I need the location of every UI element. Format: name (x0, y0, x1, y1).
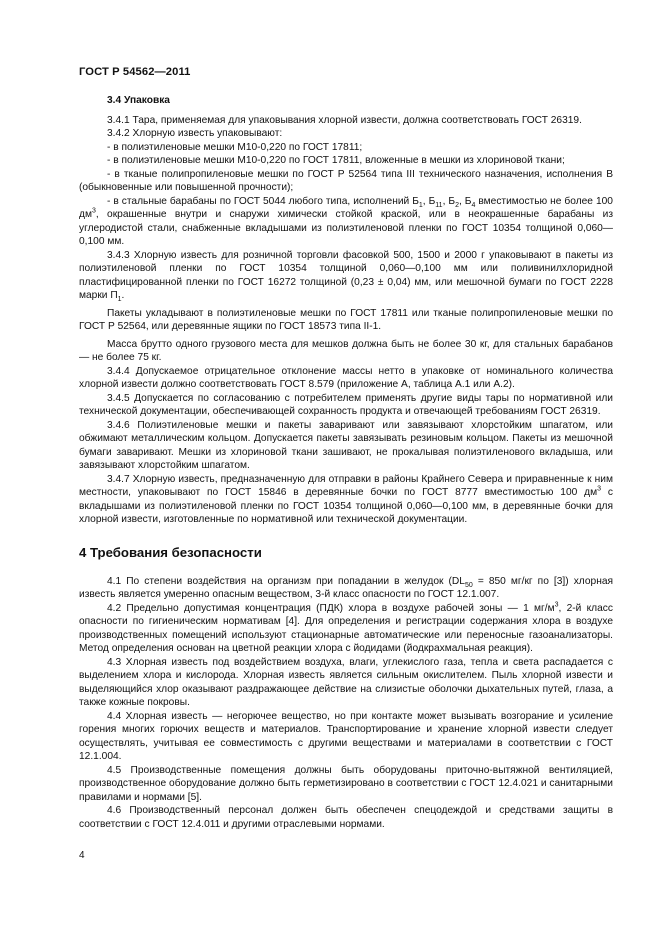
paragraph-4-3: 4.3 Хлорная известь под воздействием воздуха, влаги, углекислого газа, тепла и света распадается с выделением хлора и кислорода. Хлорная известь является сильным окислителем. Пыль хлорной извести и выделяющийся хлор оказывают раздражающее действие на слизистые оболочки дыхательных путей, глаза, а также кожные покровы. (79, 656, 613, 708)
paragraph-4-4: 4.4 Хлорная известь — негорючее вещество, но при контакте может вызывать возгорание и усиление горения многих горючих веществ и материалов. Транспортирование и хранение хлорной извести следует осуществлять, учитывая ее совместимость с другими веществами и материалами в соответствии с ГОСТ 12.1.004. (79, 710, 613, 762)
paragraph-4-2: 4.2 Предельно допустимая концентрация (ПДК) хлора в воздухе рабочей зоны — 1 $мг/м^3$, 2-й класс опасности по гигиеническим нормативам [4]. Для определения и регистрации содержания хлора в воздухе производственных помещений используют стационарные автоматические или переносные газоанализаторы. Метод определения основан на цветной реакции хлора с йодидами (йодкрахмальная реакция). (79, 601, 613, 654)
list-item: - в тканые полипропиленовые мешки по ГОСТ Р 52564 типа III технического назначения, исполнения В (обыкновенные или повышенной прочности); (79, 168, 613, 193)
subsection-title: 3.4 Упаковка (107, 95, 170, 106)
paragraph-3-4-1: 3.4.1 Тара, применяемая для упаковывания хлорной извести, должна соответствовать ГОСТ 26319. (107, 114, 582, 126)
paragraph-4-5: 4.5 Производственные помещения должны быть оборудованы приточно-вытяжной вентиляцией, производственное оборудование должно быть герметизировано в соответствии с ГОСТ 12.4.021 и санитарными правилами и нормами [5]. (79, 764, 613, 803)
paragraph-4-6: 4.6 Производственный персонал должен быть обеспечен спецодеждой и средствами защиты в соответствии с ГОСТ 12.4.011 и другими отраслевыми нормами. (79, 805, 613, 830)
list-item: - в полиэтиленовые мешки М10-0,220 по ГОСТ 17811; (107, 141, 363, 153)
paragraph-3-4-6: 3.4.6 Полиэтиленовые мешки и пакеты заваривают или завязывают хлорстойким шпагатом, или обжимают металлическим кольцом. Допускается пакеты завязывать резиновым кольцом. Пакеты из мешочной бумаги заваривают. Мешки из хлориновой ткани зашивают, не прокалывая полиэтиленового вкладыша, или завязывают хлорстойким шпагатом. (79, 419, 613, 471)
list-item: - в полиэтиленовые мешки М10-0,220 по ГОСТ 17811, вложенные в мешки из хлориновой ткани; (107, 155, 565, 166)
paragraph-gross-mass: Масса брутто одного грузового места для мешков должна быть не более 30 кг, для стальных барабанов — не более 75 кг. (79, 338, 613, 363)
paragraph-3-4-5: 3.4.5 Допускается по согласованию с потребителем применять другие виды тары по нормативной или технической документации, обеспечивающей сохранность продукта и отвечающей требованиям ГОСТ 26319. (79, 392, 613, 417)
document-header: ГОСТ Р 54562—2011 (79, 66, 191, 78)
paragraph-4-1: 4.1 По степени воздействия на организм при попадании в желудок ($DL_{50} = 850$ мг/кг по [3]) хлорная известь является умеренно опасным веществом, 3-й класс опасности по ГОСТ 12.1.007. (79, 575, 613, 600)
list-item: - в стальные барабаны по ГОСТ 5044 любого типа, исполнений $Б_1$, $Б_{11}$, $Б_2$, $Б_4$ вместимостью не более 100 $дм^3$, окрашенные внутри и снаружи химически стойкой краской, или в неокрашенные барабаны из углеродистой стали, снабженные вкладышами из полиэтиленовой пленки по ГОСТ 10354 толщиной 0,060—0,100 мм. (79, 195, 613, 247)
document-body (79, 94, 613, 831)
paragraph-packages: Пакеты укладывают в полиэтиленовые мешки по ГОСТ 17811 или тканые полипропиленовые мешки по ГОСТ Р 52564, или деревянные ящики по ГОСТ 18573 типа II-1. (79, 307, 613, 332)
section-title: 4 Требования безопасности (79, 544, 262, 560)
paragraph-3-4-4: 3.4.4 Допускаемое отрицательное отклонение массы нетто в упаковке от номинального количества хлорной извести должно соответствовать ГОСТ 8.579 (приложение А, таблица А.1 или А.2). (79, 365, 613, 390)
paragraph-3-4-7: 3.4.7 Хлорную известь, предназначенную для отправки в районы Крайнего Севера и приравненные к ним местности, упаковывают по ГОСТ 15846 в деревянные бочки по ГОСТ 8777 вместимостью 100 $дм^3$ с вкладышами из полиэтиленовой пленки по ГОСТ 10354 толщиной 0,060—0,100 мм, в деревянные бочки для хлорной извести, изготовленные по нормативной или технической документации. (79, 473, 613, 525)
page-number: 4 (79, 850, 85, 861)
paragraph-3-4-3: 3.4.3 Хлорную известь для розничной торговли фасовкой 500, 1500 и 2000 г упаковывают в пакеты из полиэтиленовой пленки по ГОСТ 10354 толщиной 0,060—0,100 мм или поливинилхлоридной пластифицированной пленки по ГОСТ 16272 толщиной (0,23 ± 0,04) мм, или мешочной бумаги по ГОСТ 2228 марки $П_1$. (79, 249, 613, 304)
paragraph-3-4-2: 3.4.2 Хлорную известь упаковывают: (107, 128, 283, 139)
